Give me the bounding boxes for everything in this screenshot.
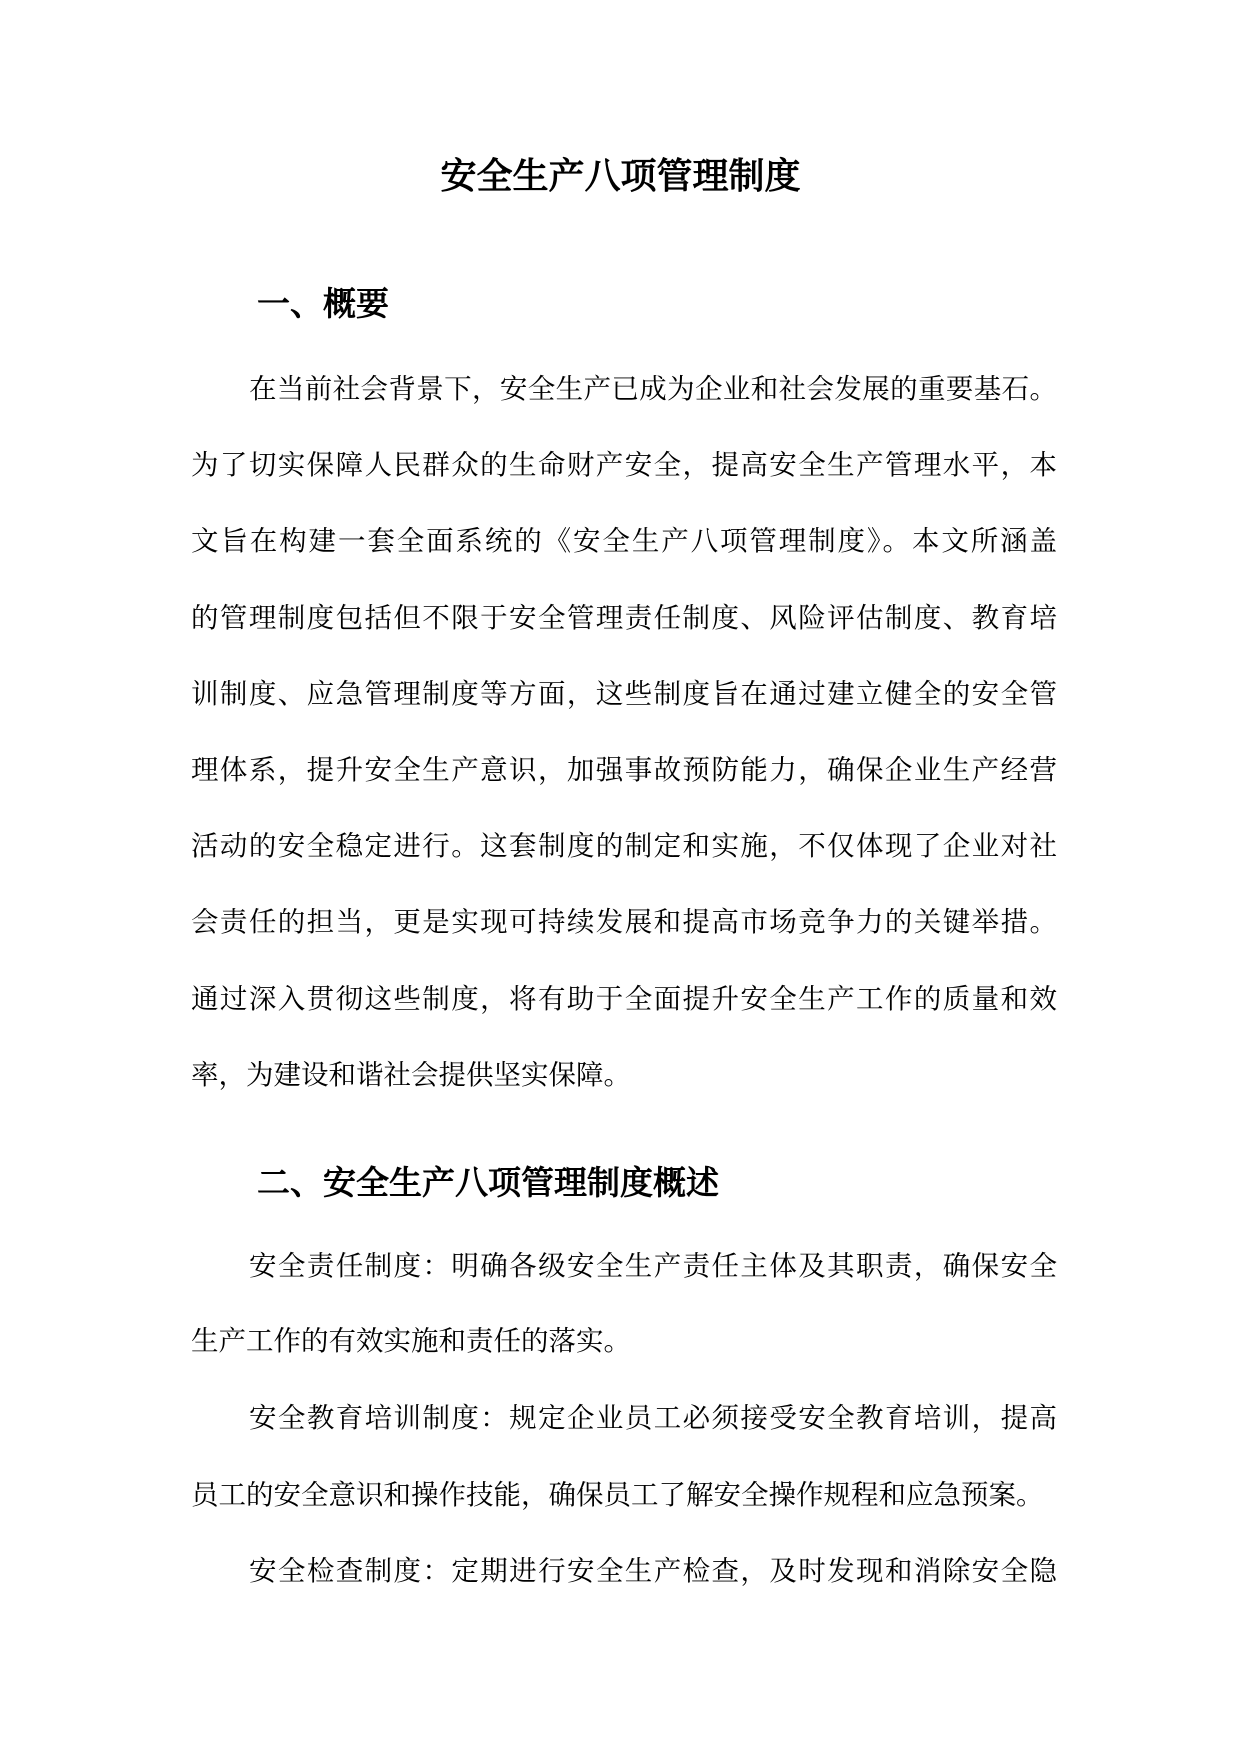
paragraph-line: 的管理制度包括但不限于安全管理责任制度、风险评估制度、教育培	[191, 602, 1057, 634]
paragraph-line: 活动的安全稳定进行。这套制度的制定和实施，不仅体现了企业对社	[191, 830, 1057, 862]
paragraph-line: 生产工作的有效实施和责任的落实。	[191, 1325, 631, 1357]
paragraph-line: 在当前社会背景下，安全生产已成为企业和社会发展的重要基石。	[249, 373, 1057, 405]
paragraph-line: 理体系，提升安全生产意识，加强事故预防能力，确保企业生产经营	[191, 754, 1057, 786]
document-title: 安全生产八项管理制度	[440, 155, 801, 197]
paragraph-line: 安全教育培训制度：规定企业员工必须接受安全教育培训，提高	[249, 1402, 1057, 1434]
paragraph-line: 通过深入贯彻这些制度，将有助于全面提升安全生产工作的质量和效	[191, 983, 1057, 1015]
paragraph-line: 为了切实保障人民群众的生命财产安全，提高安全生产管理水平，本	[191, 449, 1057, 481]
section-heading: 一、概要	[257, 284, 389, 323]
paragraph-line: 训制度、应急管理制度等方面，这些制度旨在通过建立健全的安全管	[191, 678, 1057, 710]
paragraph-line: 率，为建设和谐社会提供坚实保障。	[191, 1059, 631, 1091]
paragraph-line: 会责任的担当，更是实现可持续发展和提高市场竞争力的关键举措。	[191, 906, 1057, 938]
paragraph-line: 安全检查制度：定期进行安全生产检查，及时发现和消除安全隐	[249, 1555, 1057, 1587]
section-heading: 二、安全生产八项管理制度概述	[257, 1163, 719, 1202]
paragraph-line: 员工的安全意识和操作技能，确保员工了解安全操作规程和应急预案。	[191, 1479, 1044, 1511]
paragraph-line: 文旨在构建一套全面系统的《安全生产八项管理制度》。本文所涵盖	[191, 525, 1057, 557]
paragraph-line: 安全责任制度：明确各级安全生产责任主体及其职责，确保安全	[249, 1250, 1057, 1282]
